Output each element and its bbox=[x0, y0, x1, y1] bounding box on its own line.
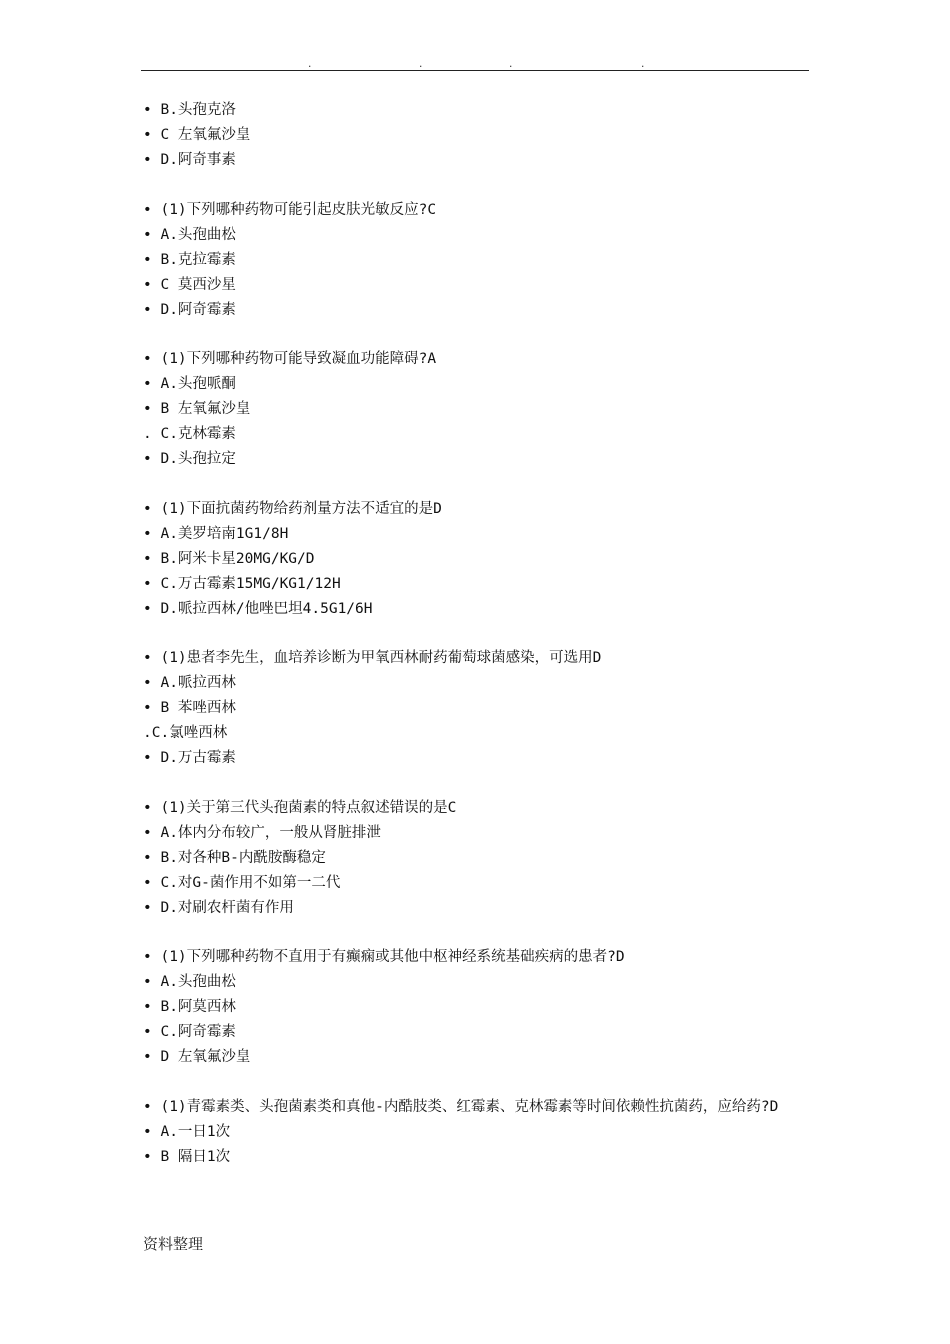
answer-option: • D 左氧氟沙皇 bbox=[143, 1049, 251, 1065]
answer-option: • D.阿奇事素 bbox=[143, 152, 236, 168]
header-rule bbox=[141, 70, 809, 71]
question-block bbox=[143, 1095, 813, 1170]
block-gap bbox=[143, 323, 813, 348]
answer-option: • C.对G-菌作用不如第一二代 bbox=[143, 874, 341, 891]
answer-option: • B.克拉霉素 bbox=[143, 251, 236, 268]
header-dot: . bbox=[640, 60, 646, 70]
answer-option: • B.阿米卡星20MG/KG/D bbox=[143, 550, 315, 567]
answer-option: • A.头孢哌酮 bbox=[143, 376, 236, 392]
question-text: • (1)下列哪种药物不直用于有癫痫或其他中枢神经系统基础疾病的患者?D bbox=[143, 949, 625, 965]
answer-option: • D.万古霉素 bbox=[143, 750, 236, 766]
answer-option: . C.克林霉素 bbox=[143, 426, 236, 442]
header-dot: . bbox=[508, 60, 514, 70]
question-block bbox=[143, 796, 813, 921]
answer-option: .C.氯唑西林 bbox=[143, 725, 228, 741]
answer-option: • B.对各种B-内酰胺酶稳定 bbox=[143, 849, 326, 866]
block-gap bbox=[143, 771, 813, 796]
answer-option: • A.体内分布较广，一般从肾脏排泄 bbox=[143, 824, 381, 841]
question-block bbox=[143, 347, 813, 472]
answer-option: • A.头孢曲松 bbox=[143, 974, 236, 990]
question-text: • (1)下面抗菌药物给药剂量方法不适宜的是D bbox=[143, 500, 442, 517]
question-text: • (1)青霉素类、头孢菌素类和真他-内酷肢类、红霉素、克林霉素等时间依赖性抗菌药，应给药?D bbox=[143, 1098, 779, 1115]
block-gap bbox=[143, 622, 813, 647]
block-gap bbox=[143, 173, 813, 198]
question-block bbox=[143, 945, 813, 1070]
block-gap bbox=[143, 921, 813, 946]
question-text: • (1)下列哪种药物可能导致凝血功能障碍?A bbox=[143, 351, 437, 367]
answer-option: • D.哌拉西林/他唑巴坦4.5G1/6H bbox=[143, 600, 373, 617]
question-text: • (1)关于第三代头孢菌素的特点叙述错误的是C bbox=[143, 799, 457, 816]
question-block bbox=[143, 497, 813, 622]
answer-option: • A.哌拉西林 bbox=[143, 675, 236, 691]
answer-option: • D.头孢拉定 bbox=[143, 451, 236, 467]
question-block bbox=[143, 646, 813, 771]
answer-option: • C 莫西沙星 bbox=[143, 276, 236, 293]
answer-option: • B 苯唑西林 bbox=[143, 700, 236, 716]
block-gap bbox=[143, 472, 813, 497]
answer-option: • B.阿莫西林 bbox=[143, 999, 236, 1015]
answer-option: • C 左氧氟沙皇 bbox=[143, 127, 251, 143]
answer-option: • C.万古霉素15MG/KG1/12H bbox=[143, 575, 341, 592]
block-gap bbox=[143, 1070, 813, 1095]
footer-label: 资料整理 bbox=[143, 1235, 204, 1253]
question-block bbox=[143, 198, 813, 323]
question-text: • (1)患者李先生，血培养诊断为甲氧西林耐药葡萄球菌感染，可选用D bbox=[143, 650, 602, 666]
answer-option: • B.头孢克洛 bbox=[143, 102, 236, 118]
answer-option: • D.阿奇霉素 bbox=[143, 301, 236, 318]
answer-option: • C.阿奇霉素 bbox=[143, 1024, 236, 1040]
answer-option: • B 隔日1次 bbox=[143, 1148, 231, 1165]
answer-option: • A.头孢曲松 bbox=[143, 226, 236, 243]
answer-option: • D.对刷农杆菌有作用 bbox=[143, 899, 294, 916]
answer-option: • B 左氧氟沙皇 bbox=[143, 401, 251, 417]
header-dot: . bbox=[418, 60, 424, 70]
header-dot: . bbox=[307, 60, 313, 70]
answer-option: • A.美罗培南1G1/8H bbox=[143, 525, 289, 542]
question-text: • (1)下列哪种药物可能引起皮肤光敏反应?C bbox=[143, 201, 437, 218]
question-list bbox=[143, 98, 813, 1170]
answer-option: • A.一日1次 bbox=[143, 1123, 231, 1140]
question-block bbox=[143, 98, 813, 173]
